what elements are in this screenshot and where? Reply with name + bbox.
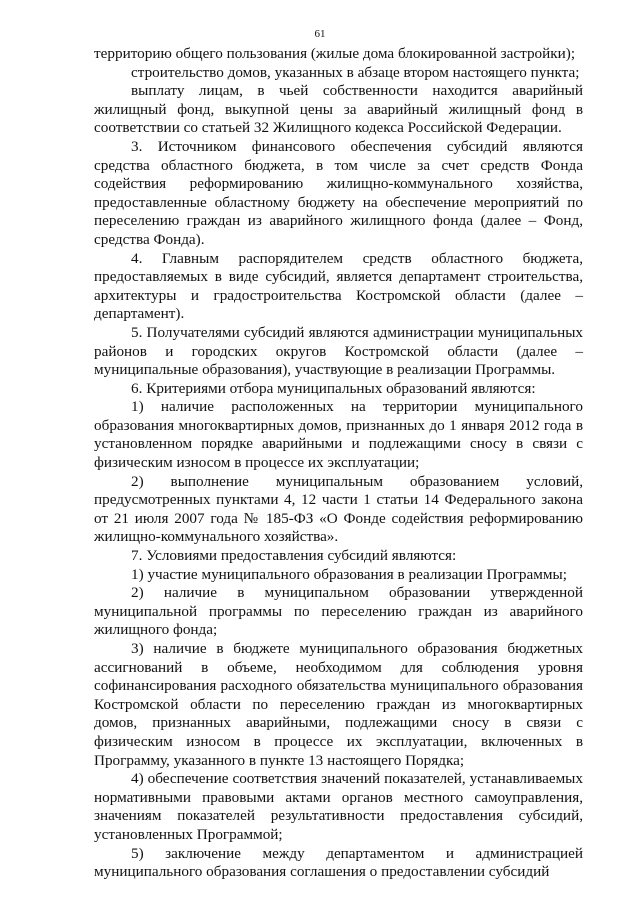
paragraph-clause-5: 5. Получателями субсидий являются администрации муниципальных районов и городских округов Костромской области (далее – муниципальные образования), участвующие в реализации Программы. <box>94 323 583 379</box>
paragraph-clause-7-item-4: 4) обеспечение соответствия значений показателей, устанавливаемых нормативными правовыми актами органов местного самоуправления, значениям показателей результативности предоставления субсидий, установленных Программой; <box>94 770 583 843</box>
paragraph-clause-4: 4. Главным распорядителем средств областного бюджета, предоставляемых в виде субсидий, является департамент строительства, архитектуры и градостроительства Костромской области (далее – департамент). <box>94 249 583 323</box>
document-body <box>94 45 583 882</box>
paragraph-clause-7-item-1: 1) участие муниципального образования в реализации Программы; <box>131 565 567 583</box>
paragraph-construction: строительство домов, указанных в абзаце втором настоящего пункта; <box>131 63 580 81</box>
paragraph-clause-7: 7. Условиями предоставления субсидий являются: <box>131 547 457 565</box>
paragraph-payment: выплату лицам, в чьей собственности находится аварийный жилищный фонд, выкупной цены за аварийный жилищный фонд в соответствии со статьей 32 Жилищного кодекса Российской Федерации. <box>94 82 583 137</box>
page-number: 61 <box>314 28 326 40</box>
paragraph-clause-6-item-1: 1) наличие расположенных на территории муниципального образования многоквартирных домов, признанных до 1 января 2012 года в установленном порядке аварийными и подлежащими сносу в связи с физическим износом в процессе их эксплуатации; <box>94 398 583 472</box>
paragraph-continuation: территорию общего пользования (жилые дома блокированной застройки); <box>94 45 576 62</box>
paragraph-clause-6-item-2: 2) выполнение муниципальным образованием условий, предусмотренных пунктами 4, 12 части 1 статьи 14 Федерального закона от 21 июля 2007 года № 185-ФЗ «О Фонде содействия реформированию жилищно-коммунального хозяйства». <box>94 472 583 546</box>
paragraph-clause-6: 6. Критериями отбора муниципальных образований являются: <box>131 379 536 397</box>
paragraph-clause-7-item-2: 2) наличие в муниципальном образовании утвержденной муниципальной программы по переселению граждан из аварийного жилищного фонда; <box>94 584 583 639</box>
paragraph-clause-7-item-3: 3) наличие в бюджете муниципального образования бюджетных ассигнований в объеме, необходимом для соблюдения уровня софинансирования расходного обязательства муниципального образования Костромской области по переселению граждан из многоквартирных домов, признанных аварийными, подлежащими сносу в связи с физическим износом в процессе их эксплуатации, включенных в Программу, указанного в пункте 13 настоящего Порядка; <box>94 640 583 769</box>
paragraph-clause-3: 3. Источником финансового обеспечения субсидий являются средства областного бюджета, в том числе за счет средств Фонда содействия реформированию жилищно-коммунального хозяйства, предоставленные областному бюджету на обеспечение мероприятий по переселению граждан из аварийного жилищного фонда (далее – Фонд, средства Фонда). <box>94 137 583 248</box>
paragraph-clause-7-item-5: 5) заключение между департаментом и администрацией муниципального образования соглашения о предоставлении субсидий <box>94 844 583 881</box>
